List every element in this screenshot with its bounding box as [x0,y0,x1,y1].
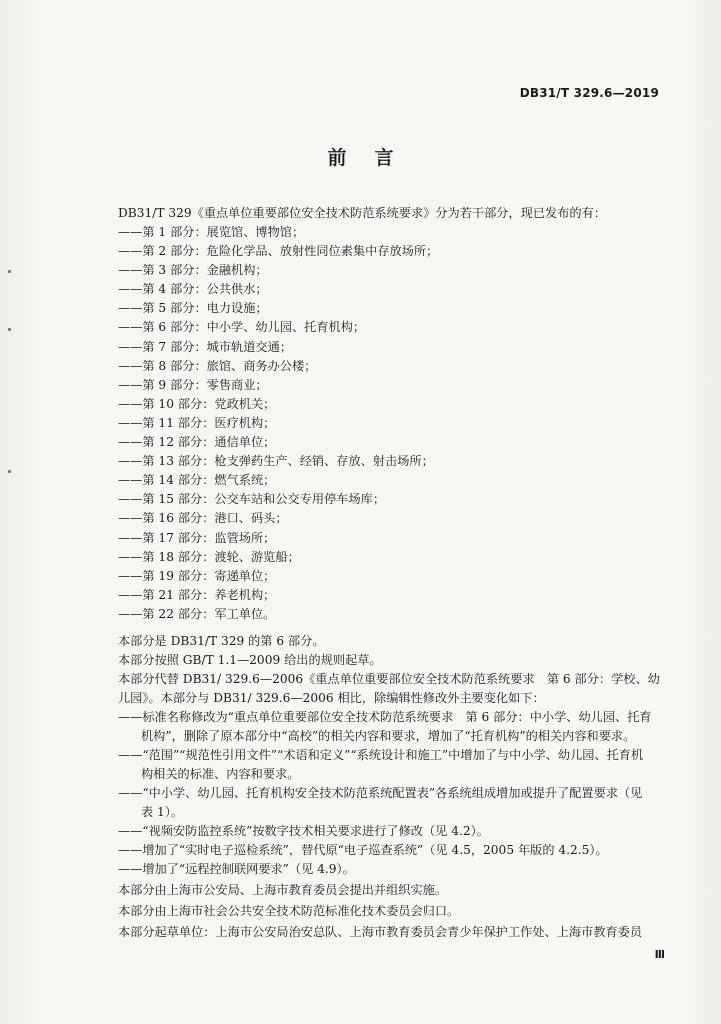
change-item-continued: 表 1）。 [141,805,184,819]
list-item: ——第 1 部分：展览馆、博物馆； [118,225,305,239]
list-item: ——第 11 部分：医疗机构； [118,415,276,430]
paragraph: 本部分由上海市社会公共安全技术防范标准化技术委员会归口。 [118,904,460,918]
list-item: ——第 16 部分：港口、码头； [118,511,288,526]
parts-list [118,223,438,624]
list-item: ——第 7 部分：城市轨道交通； [118,339,292,354]
change-item: ——“中小学、幼儿园、托育机构安全技术防范系统配置表”各系统组成增加或提升了配置要求（见 [118,786,643,800]
page-number: Ⅲ [654,948,665,961]
scan-speck [8,470,11,473]
change-item: ——增加了“实时电子巡检系统”，替代原“电子巡查系统”（见 4.5，2005 年版的 4.2.5）。 [118,843,608,857]
list-item: ——第 8 部分：旅馆、商务办公楼； [118,358,317,373]
paragraph: 本部分起草单位：上海市公安局治安总队、上海市教育委员会青少年保护工作处、上海市教育委员 [118,925,643,939]
paragraph: 本部分由上海市公安局、上海市教育委员会提出并组织实施。 [118,883,448,897]
intro-paragraph: DB31/T 329《重点单位重要部位安全技术防范系统要求》分为若干部分，现已发布的有： [118,206,606,220]
change-item-continued: 机构”，删除了原本部分中“高校”的相关内容和要求，增加了“托育机构”的相关内容和要求。 [141,729,636,743]
scan-speck [8,270,11,273]
list-item: ——第 17 部分：监管场所； [118,530,276,545]
change-item-continued: 构相关的标准、内容和要求。 [141,767,300,781]
list-item: ——第 9 部分：零售商业； [118,377,268,392]
list-item: ——第 5 部分：电力设施； [118,301,268,316]
list-item: ——第 13 部分：枪支弹药生产、经销、存放、射击场所； [118,454,434,469]
paragraph: 本部分按照 GB/T 1.1—2009 给出的规则起草。 [118,653,382,667]
list-item: ——第 18 部分：渡轮、游览船； [118,549,300,564]
list-item: ——第 4 部分：公共供水； [118,282,268,297]
paragraph: 本部分是 DB31/T 329 的第 6 部分。 [118,634,325,648]
change-item: ——“范围”“规范性引用文件”“术语和定义”“系统设计和施工”中增加了与中小学、幼儿园、托育机 [118,748,644,762]
list-item: ——第 14 部分：燃气系统； [118,473,276,488]
change-item: ——增加了“远程控制联网要求”（见 4.9）。 [118,862,355,876]
list-item: ——第 22 部分：军工单位。 [118,606,276,621]
page-title: 前言 [327,147,422,169]
list-item: ——第 21 部分：养老机构； [118,587,276,602]
scan-speck [8,328,11,331]
list-item: ——第 19 部分：寄递单位； [118,568,276,583]
list-item: ——第 6 部分：中小学、幼儿园、托育机构； [118,320,366,335]
paragraph-continued: 儿园》。本部分与 DB31/ 329.6—2006 相比，除编辑性修改外主要变化如下： [118,691,545,705]
change-item: ——标准名称修改为“重点单位重要部位安全技术防范系统要求 第 6 部分：中小学、幼儿园、托育 [118,710,652,724]
change-item: ——“视频安防监控系统”按数字技术相关要求进行了修改（见 4.2）。 [118,824,489,838]
list-item: ——第 2 部分：危险化学品、放射性同位素集中存放场所； [118,244,439,259]
list-item: ——第 3 部分：金融机构； [118,263,268,278]
document-code: DB31/T 329.6—2019 [519,86,659,100]
list-item: ——第 12 部分：通信单位； [118,435,276,450]
paragraph: 本部分代替 DB31/ 329.6—2006《重点单位重要部位安全技术防范系统要求 第 6 部分：学校、幼 [118,672,660,686]
list-item: ——第 10 部分：党政机关； [118,396,276,411]
list-item: ——第 15 部分：公交车站和公交专用停车场库； [118,492,386,507]
